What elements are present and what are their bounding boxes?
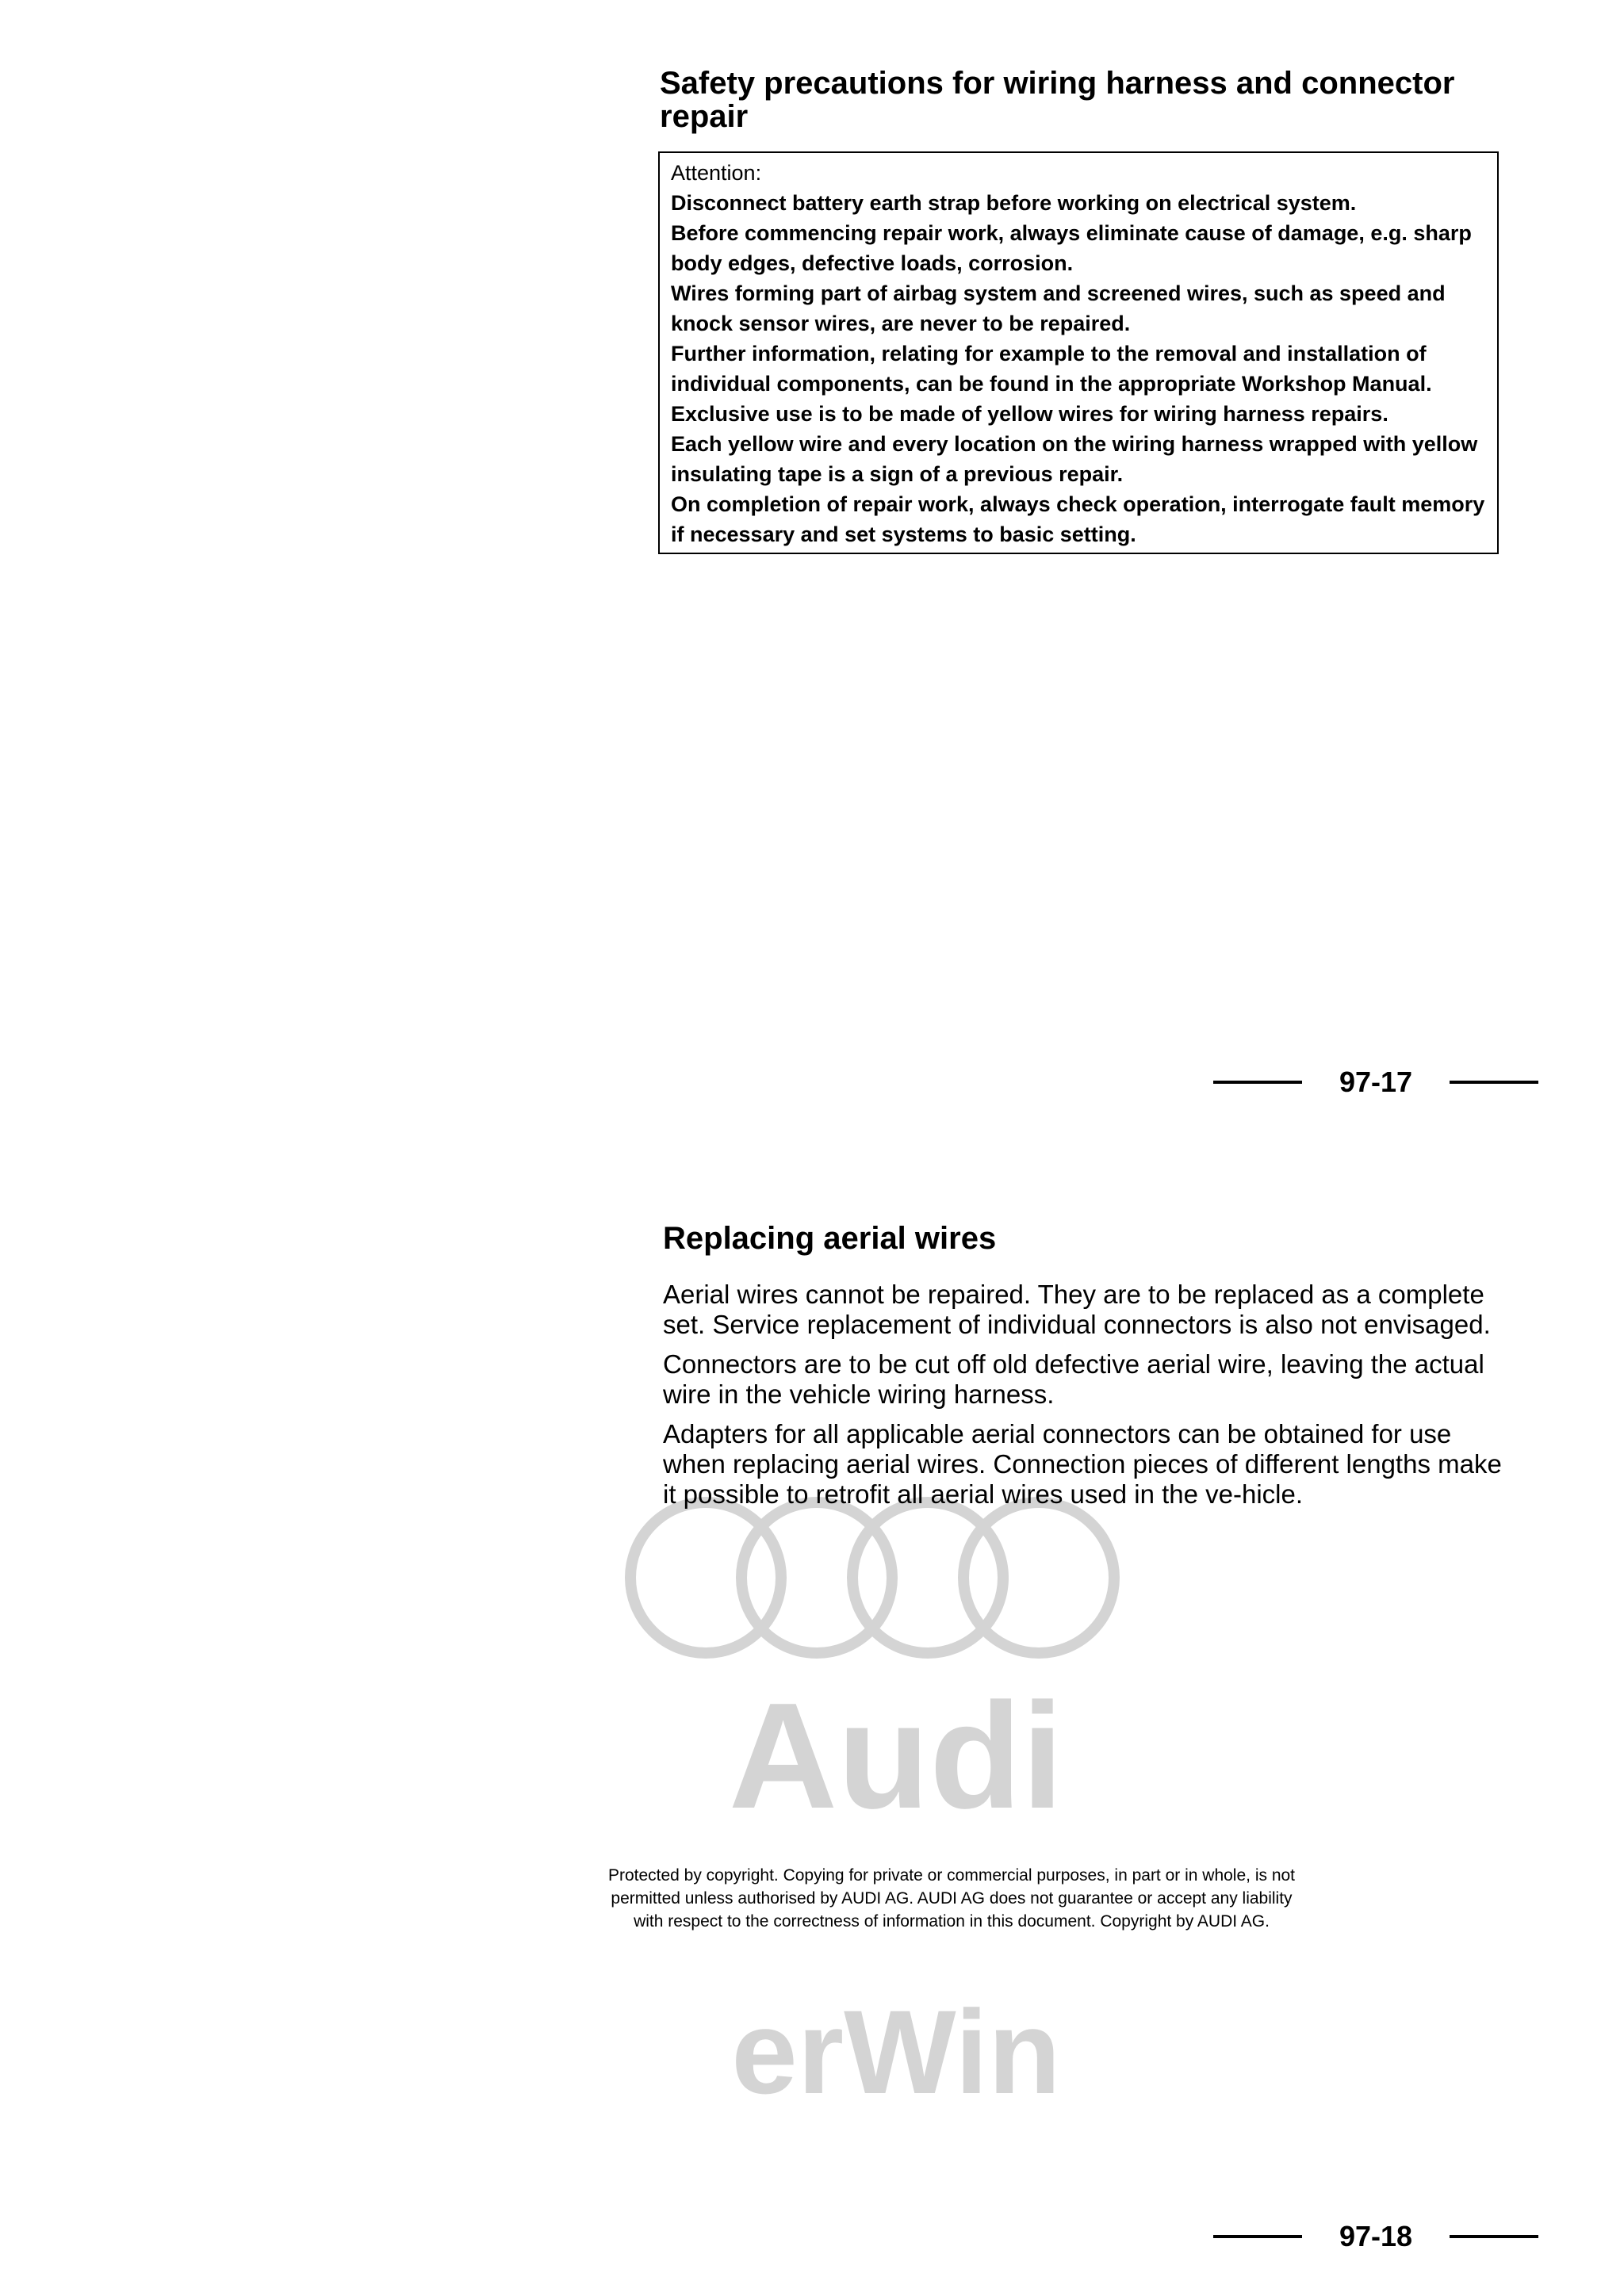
paragraph: Connectors are to be cut off old defective aerial wire, leaving the actual wire in the vehicle wiring harness. — [663, 1349, 1484, 1409]
copyright-line: with respect to the correctness of information in this document. Copyright by AUDI AG. — [634, 1912, 1270, 1931]
paragraph: Adapters for all applicable aerial connectors can be obtained for use when replacing aerial wires. Connection pieces of different lengths make it possible to retrofit all aerial wires used in the ve-hicle. — [663, 1419, 1502, 1509]
page-number-bottom — [1213, 2217, 1538, 2256]
copyright-notice — [555, 1864, 1348, 1933]
attention-box — [658, 151, 1499, 554]
copyright-line: Protected by copyright. Copying for private or commercial purposes, in part or in whole, is not — [607, 1866, 1296, 1885]
erwin-wordmark: erWin — [731, 1985, 1061, 2118]
section-title: Replacing aerial wires — [663, 1221, 997, 1256]
attention-heading: Attention: — [671, 161, 762, 185]
attention-item: Exclusive use is to be made of yellow wires for wiring harness repairs. — [671, 402, 1388, 426]
audi-erwin-watermark — [619, 1490, 1174, 2172]
attention-item: Wires forming part of airbag system and screened wires, such as speed and knock sensor wires, are never to be repaired. — [671, 281, 1446, 335]
page-number-top — [1213, 1062, 1538, 1102]
rule-right — [1450, 2235, 1538, 2238]
audi-wordmark: Audi — [728, 1672, 1064, 1840]
copyright-line: permitted unless authorised by AUDI AG. AUDI AG does not guarantee or accept any liability — [611, 1889, 1293, 1908]
rule-left — [1213, 1081, 1302, 1084]
attention-item: Disconnect battery earth strap before working on electrical system. — [671, 191, 1357, 215]
audi-rings-icon — [630, 1502, 1114, 1653]
rule-left — [1213, 2235, 1302, 2238]
aerial-wires-text — [663, 1280, 1503, 1519]
page-number-label: 97-18 — [1339, 2220, 1413, 2252]
attention-item: Before commencing repair work, always eliminate cause of damage, e.g. sharp body edges, defective loads, corrosion. — [671, 221, 1472, 275]
attention-item: On completion of repair work, always check operation, interrogate fault memory if necessary and set systems to basic setting. — [671, 492, 1485, 546]
page-number-label: 97-17 — [1339, 1066, 1413, 1098]
paragraph: Aerial wires cannot be repaired. They are to be replaced as a complete set. Service replacement of individual connectors is also not envisaged. — [663, 1280, 1491, 1339]
attention-item: Each yellow wire and every location on the wiring harness wrapped with yellow insulating tape is a sign of a previous repair. — [671, 432, 1478, 486]
page-title: Safety precautions for wiring harness and connector repair — [660, 66, 1455, 134]
attention-item: Further information, relating for example to the removal and installation of individual components, can be found in the appropriate Workshop Manual. — [671, 342, 1432, 396]
rule-right — [1450, 1081, 1538, 1084]
